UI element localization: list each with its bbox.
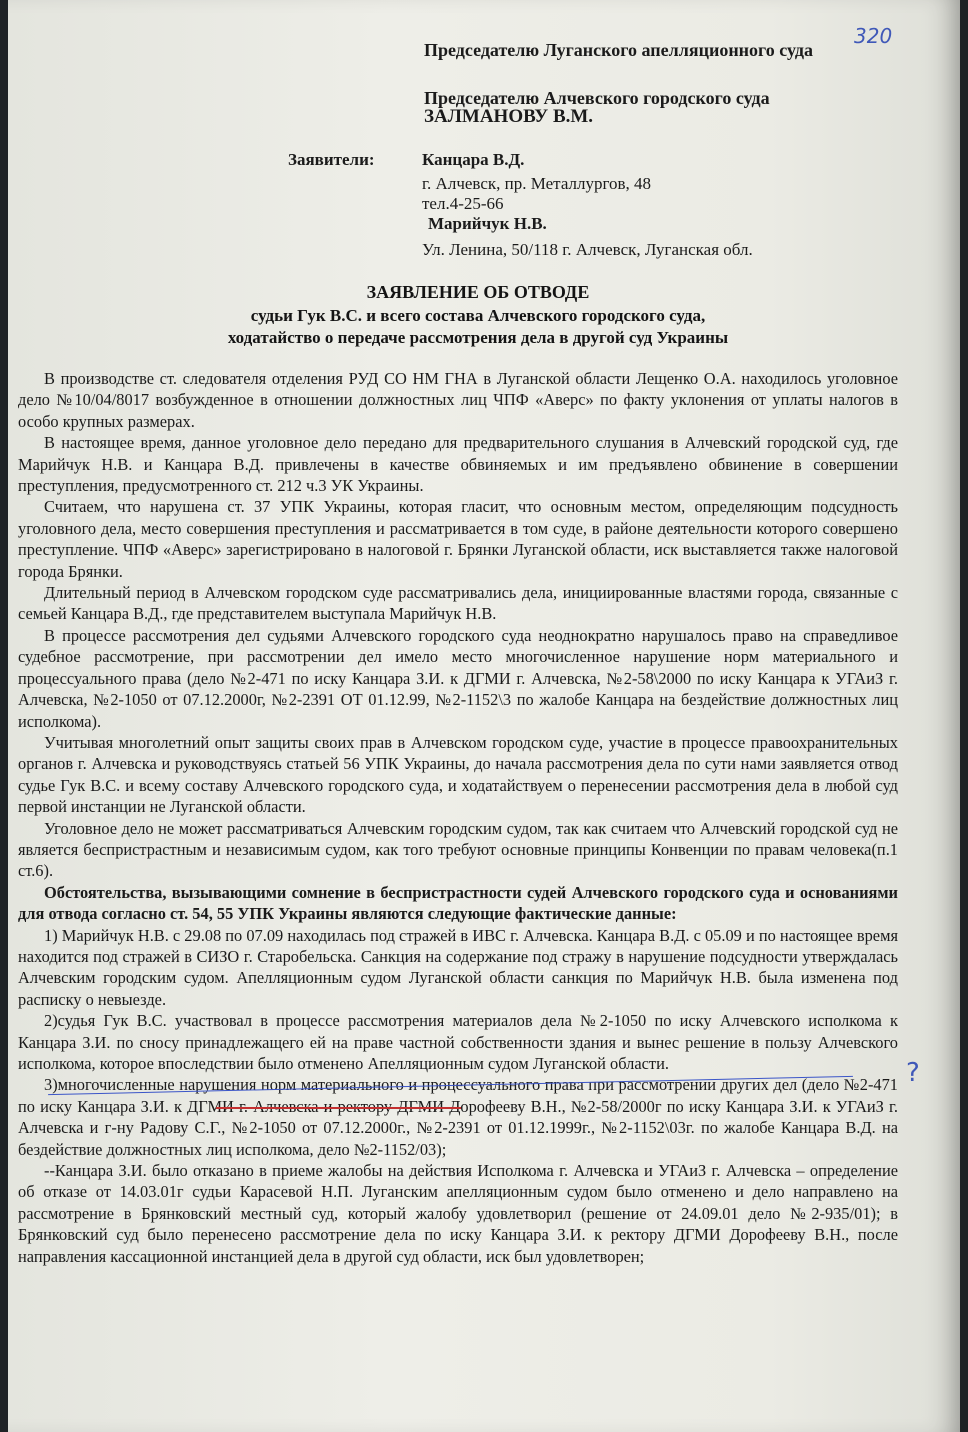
fact-1: 1) Марийчук Н.В. с 29.08 по 07.09 находилась под стражей в ИВС г. Алчевска. Канцара В.Д. с 05.09 и по настоящее время находится под стражей в СИЗО г. Старобельска. Санкция на содержание под стражу в нарушение подсудности утверждалась Алчевским городским судом. Апелляционным судом Луганской области санкция по Марийчук Н.В. была изменена под расписку о невыезде. (18, 925, 898, 1009)
fact-3: 3)многочисленные нарушения норм материального и процессуального права при рассмотрении других дел (дело №2-471 по иску Канцара З.И. к ДГМИ г. Алчевска и ректору ДГМИ Дорофееву В.Н., №2-58/2000г по иску Канцара З.И. к УГАиЗ г. Алчевска и г-ну Радову С.Г., №2-1050 от 07.12.2000г., №2-2391 от 01.12.1999г., №2-1152\03г. по жалобе Канцара В.Д. на бездействие должностных лиц исполкома, дело №2-1152/03); (18, 1075, 898, 1159)
document-subtitle-1: судьи Гук В.С. и всего состава Алчевского городского суда, (250, 306, 706, 325)
applicant1-phone: тел.4-25-66 (422, 194, 504, 213)
document-subtitle-2: ходатайство о передаче рассмотрения дела в другой суд Украины (227, 328, 729, 347)
facts-heading: Обстоятельства, вызывающими сомнение в беспристрастности судей Алчевского городского суда и основаниями для отвода согласно ст. 54, 55 УПК Украины являются следующие фактические данные: (18, 882, 898, 924)
addressee-appeal-court: Председателю Луганского апелляционного суда (424, 40, 814, 60)
fact-2: 2)судья Гук В.С. участвовал в процессе рассмотрения материалов дела №2-1050 по иску Алчевского исполкома к Канцара З.И. по сносу принадлежащего ей на праве частной собственности здания и вынес решение в пользу Алчевского исполкома, которое впоследствии было отменено Апелляционным судом Луганской области. (18, 1011, 898, 1073)
handwritten-question-mark: ? (906, 1058, 920, 1088)
paragraph-6: Учитывая многолетний опыт защиты своих прав в Алчевском городском суде, участие в процессе правоохранительных органов г. Алчевска и руководствуясь статьей 56 УПК Украины, до начала рассмотрения дела по сути нами заявляется отвод судье Гук В.С. и всему составу Алчевского городского суда, и ходатайствуем о перенесении рассмотрения дела в любой суд первой инстанции не Луганской области. (18, 732, 898, 817)
document-page (8, 0, 960, 1432)
paragraph-7: Уголовное дело не может рассматриваться Алчевским городским судом, так как считаем что Алчевский городской суд не является беспристрастным и независимым судом, как того требуют основные принципы Конвенции по правам человека(п.1 ст.6). (18, 818, 898, 881)
applicant1-address: г. Алчевск, пр. Металлургов, 48 (422, 174, 652, 193)
handwritten-page-number: 320 (854, 24, 893, 48)
paragraph-1: В производстве ст. следователя отделения РУД СО НМ ГНА в Луганской области Лещенко О.А. находилось уголовное дело №10/04/8017 возбужденное в отношении должностных лиц ЧПФ «Аверс» по факту уклонения от уплаты налогов в особо крупных размерах. (18, 369, 898, 431)
fact-3-continued: --Канцара З.И. было отказано в приеме жалобы на действия Исполкома г. Алчевска и УГАиЗ г. Алчевска – определение об отказе от 14.03.01г судьи Карасевой Н.П. Луганским апелляционным судом было отменено и дело направлено на рассмотрение в Брянковский местный суд, который жалобу удовлетворил (решение от 24.09.01 дело №2-935/01); в Брянковский суд было перенесено рассмотрение дела по иску Канцара З.И. к ректору ДГМИ Дорофееву В.Н., после направления кассационной инстанцией дела в другой суд области, иск был удовлетворен; (18, 1161, 898, 1266)
paragraph-3: Считаем, что нарушена ст. 37 УПК Украины, которая гласит, что основным местом, определяющим подсудность уголовного дела, место совершения преступления и рассматривается в том суде, в районе деятельности которого совершено преступление. ЧПФ «Аверс» зарегистрировано в налоговой г. Брянки Луганской области, иск выставляется также налоговой города Брянки. (18, 497, 898, 581)
red-pen-underline (216, 1107, 461, 1109)
document-title: ЗАЯВЛЕНИЕ ОБ ОТВОДЕ (366, 282, 590, 302)
paragraph-5: В процессе рассмотрения дел судьями Алчевского городского суда неоднократно нарушалось право на справедливое судебное рассмотрение, при рассмотрении дел имело место многочисленное нарушение норм материального и процессуального права (дело №2-471 по иску Канцара З.И. к ДГМИ г. Алчевска, №2-58\2000 по иску Канцара к УГАиЗ г. Алчевска, №2-1050 от 07.12.2000г, №2-2391 ОТ 01.12.99, №2-1152\3 по жалобе Канцара на бездействие должностных лиц исполкома). (18, 625, 898, 731)
applicant1-name: Канцара В.Д. (422, 150, 525, 169)
applicant2-name: Марийчук Н.В. (428, 214, 547, 233)
applicants-label: Заявители: (288, 150, 375, 169)
addressee-city-court: Председателю Алчевского городского суда (424, 88, 770, 108)
paragraph-4: Длительный период в Алчевском городском суде рассматривались дела, инициированные властями города, связанные с семьей Канцара В.Д., где представителем выступала Марийчук Н.В. (18, 583, 898, 624)
addressee-name: ЗАЛМАНОВУ В.М. (424, 106, 594, 127)
applicant2-address: Ул. Ленина, 50/118 г. Алчевск, Луганская обл. (422, 240, 753, 259)
document-body (18, 368, 898, 1267)
paragraph-2: В настоящее время, данное уголовное дело передано для предварительного слушания в Алчевский городской суд, где Марийчук Н.В. и Канцара В.Д. привлечены в качестве обвиняемых и им предъявлено обвинение в совершении преступления, предусмотренного ст. 212 ч.3 УК Украины. (18, 433, 898, 496)
